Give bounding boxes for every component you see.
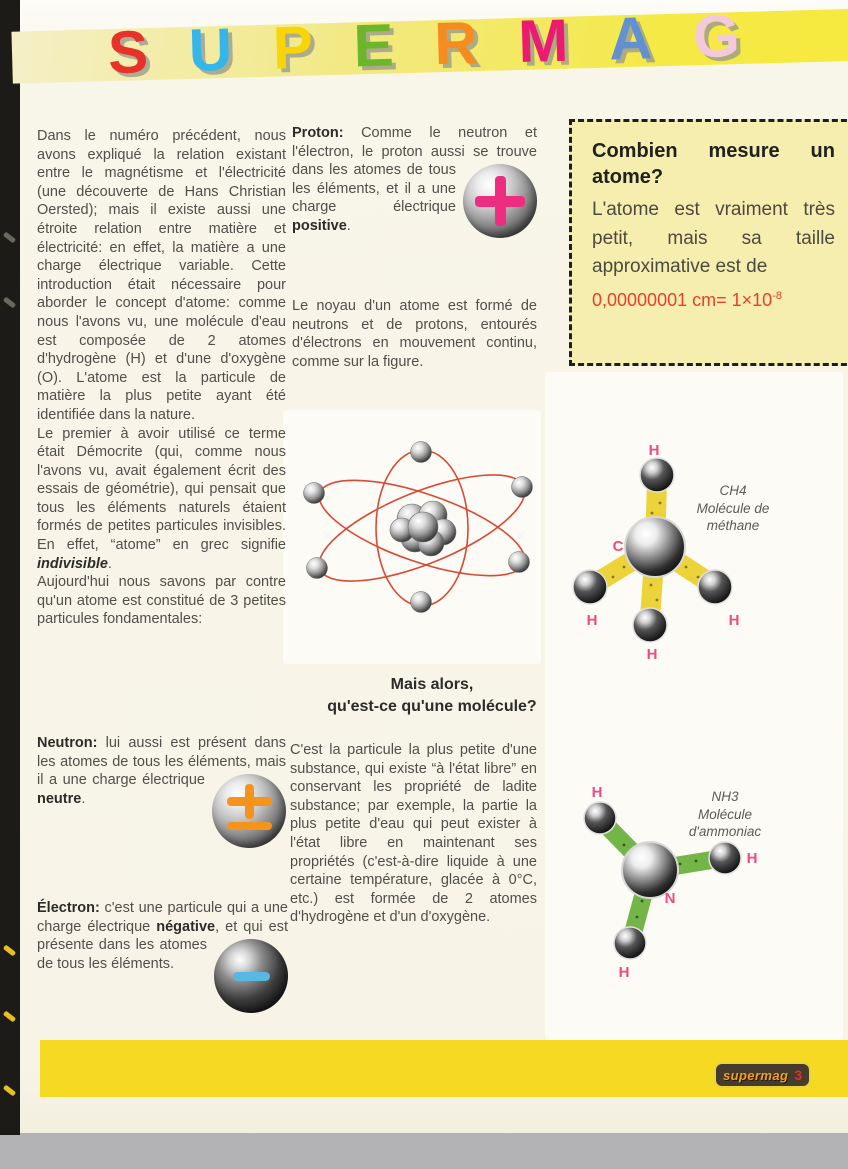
ch4-caption-line2: méthane bbox=[706, 518, 760, 533]
masthead-letter-p: P bbox=[271, 13, 314, 82]
molecule-heading bbox=[303, 674, 561, 718]
infobox-formula bbox=[592, 290, 835, 311]
ch4-h-label-left: H bbox=[586, 612, 598, 629]
masthead-banner bbox=[11, 2, 848, 87]
intro-p3-text: Aujourd'hui nous savons par contre qu'un atome est constitué de 3 petites particules fondamentales: bbox=[37, 574, 286, 628]
footer-logo-text: supermag bbox=[723, 1067, 789, 1083]
proton-text-after: dans les atomes de tous les éléments, et il a une charge électrique bbox=[292, 162, 456, 216]
molecule-heading-line1: Mais alors, bbox=[390, 676, 474, 693]
intro-p2-end: . bbox=[107, 555, 112, 572]
proton-sphere-icon bbox=[463, 164, 537, 238]
electron-emphasis: négative bbox=[156, 918, 216, 935]
proton-label: Proton: bbox=[292, 125, 344, 141]
intro-paragraph-3 bbox=[37, 573, 286, 629]
neutron-sphere-icon bbox=[212, 774, 286, 848]
nh3-h-label-right: H bbox=[746, 850, 758, 867]
ch4-molecule-figure bbox=[558, 425, 808, 675]
spine-mark bbox=[3, 1011, 16, 1023]
nh3-caption-line1: Molécule bbox=[697, 806, 753, 822]
nh3-h-label-bottom: H bbox=[618, 964, 630, 981]
masthead-letter-r: R bbox=[433, 9, 479, 78]
ch4-formula: CH4 bbox=[719, 483, 747, 498]
spine-mark bbox=[3, 232, 16, 244]
spine-mark bbox=[3, 297, 16, 309]
page-spine bbox=[0, 0, 20, 1135]
spine-mark bbox=[3, 1085, 16, 1097]
nh3-caption bbox=[655, 788, 795, 841]
infobox-title: Combien mesure un atome? bbox=[592, 140, 835, 188]
minus-symbol bbox=[233, 972, 270, 981]
molecule-heading-line2: qu'est-ce qu'une molécule? bbox=[327, 698, 537, 715]
nh3-caption-line2: d'ammoniac bbox=[688, 824, 762, 839]
nucleus-paragraph bbox=[292, 297, 537, 371]
electron-text-mid: , et qui est bbox=[215, 918, 288, 935]
masthead-title bbox=[107, 2, 741, 87]
ch4-caption-line1: Molécule de bbox=[696, 500, 770, 516]
neutron-label: Neutron: bbox=[37, 735, 98, 751]
ch4-h-label-top: H bbox=[648, 442, 660, 459]
masthead-letter-m: M bbox=[517, 6, 570, 75]
proton-emphasis: positive bbox=[292, 217, 347, 234]
neutron-section bbox=[37, 734, 286, 851]
electron-text-after: présente dans les atomes de tous les éléments. bbox=[37, 937, 207, 972]
formula-exponent: -8 bbox=[772, 289, 782, 302]
ch4-caption bbox=[663, 482, 803, 535]
infobox-body: L'atome est vraiment très petit, mais sa taille approximative est de bbox=[592, 199, 835, 277]
neutron-text-lead: lui aussi est présent dans les atomes de tous les éléments, mais il a bbox=[37, 735, 286, 789]
nh3-formula: NH3 bbox=[711, 789, 739, 804]
nucleus-cluster bbox=[390, 501, 456, 556]
nh3-h-label-topleft: H bbox=[591, 784, 603, 801]
intro-text bbox=[37, 127, 286, 629]
electron-label: Électron: bbox=[37, 900, 100, 916]
footer-logo-badge bbox=[714, 1062, 811, 1088]
neutron-text-end: . bbox=[81, 790, 86, 807]
formula-base: 0,00000001 cm= 1×10 bbox=[592, 289, 773, 310]
intro-paragraph-1 bbox=[37, 127, 286, 425]
electron-text-lead: c'est une particule qui a une charge électrique bbox=[37, 900, 288, 935]
spine-mark bbox=[3, 945, 16, 957]
electron-sphere-icon bbox=[214, 939, 288, 1013]
intro-paragraph-2 bbox=[37, 425, 286, 574]
ch4-h-label-right: H bbox=[728, 612, 740, 629]
masthead-letter-a: A bbox=[608, 4, 654, 73]
neutron-text-after: une charge électrique bbox=[62, 772, 205, 789]
atom-model-figure bbox=[287, 418, 537, 658]
atom-size-infobox bbox=[569, 119, 848, 366]
masthead-letter-e: E bbox=[352, 11, 395, 80]
molecule-text bbox=[290, 741, 537, 927]
ch4-c-label: C bbox=[612, 538, 624, 555]
ch4-h-label-bottom: H bbox=[646, 646, 658, 663]
intro-p2-emphasis: indivisible bbox=[37, 555, 108, 572]
neutron-emphasis: neutre bbox=[37, 790, 82, 807]
masthead-letter-s: S bbox=[107, 18, 149, 87]
page-number: 3 bbox=[794, 1067, 803, 1083]
nucleus-text-span: Le noyau d'un atome est formé de neutrons et de protons, entourés d'électrons en mouvement continu, comme sur la figure. bbox=[292, 298, 537, 370]
masthead-letter-g: G bbox=[692, 2, 741, 71]
molecule-text-span: C'est la particule la plus petite d'une substance, qui existe “à l'état libre” en conservant les propriété de ladite substance; par exemple, la partie la plus petite d'eau qui peut exister à l'état libre en maintenant ses propriétés (c'est-à-dire liquide à une certaine température, glacée à 0°C, etc.) est formée de 2 atomes d'hydrogène et d'un d'oxygène. bbox=[290, 742, 537, 926]
masthead-letter-u: U bbox=[187, 15, 234, 84]
molecule-paragraph bbox=[290, 741, 537, 927]
magazine-page bbox=[20, 0, 848, 1133]
intro-p2-text: Le premier à avoir utilisé ce terme était Démocrite (qui, comme nous l'avons vu, avait également écrit des essais de géométrie), qui pensait que tous les éléments naturels étaient formés de petites particules invisibles. En effet, “atome” en grec signifie bbox=[37, 425, 286, 554]
intro-p1-text: Dans le numéro précédent, nous avons expliqué la relation existant entre le magnétisme et l'électricité (une découverte de Hans Christian Oersted); mais il existe aussi une étroite relation entre matière et électricité: en effet, la matière a une charge électrique variable. Cette introduction était nécessaire pour aborder le concept d'atome: comme nous l'avons vu, une molécule d'eau est composée de 2 atomes d'hydrogène (H) et d'une d'oxygène (O). L'atome est la particule de matière la plus petite ayant été identifiée dans la nature. bbox=[37, 128, 286, 423]
proton-text-lead: Comme le neutron et l'électron, le proton aussi se trouve bbox=[292, 125, 537, 160]
nh3-n-label: N bbox=[664, 890, 676, 907]
proton-text-end: . bbox=[346, 217, 351, 234]
electron-section bbox=[37, 899, 288, 1016]
proton-section bbox=[292, 124, 537, 241]
nucleus-text bbox=[292, 297, 537, 371]
